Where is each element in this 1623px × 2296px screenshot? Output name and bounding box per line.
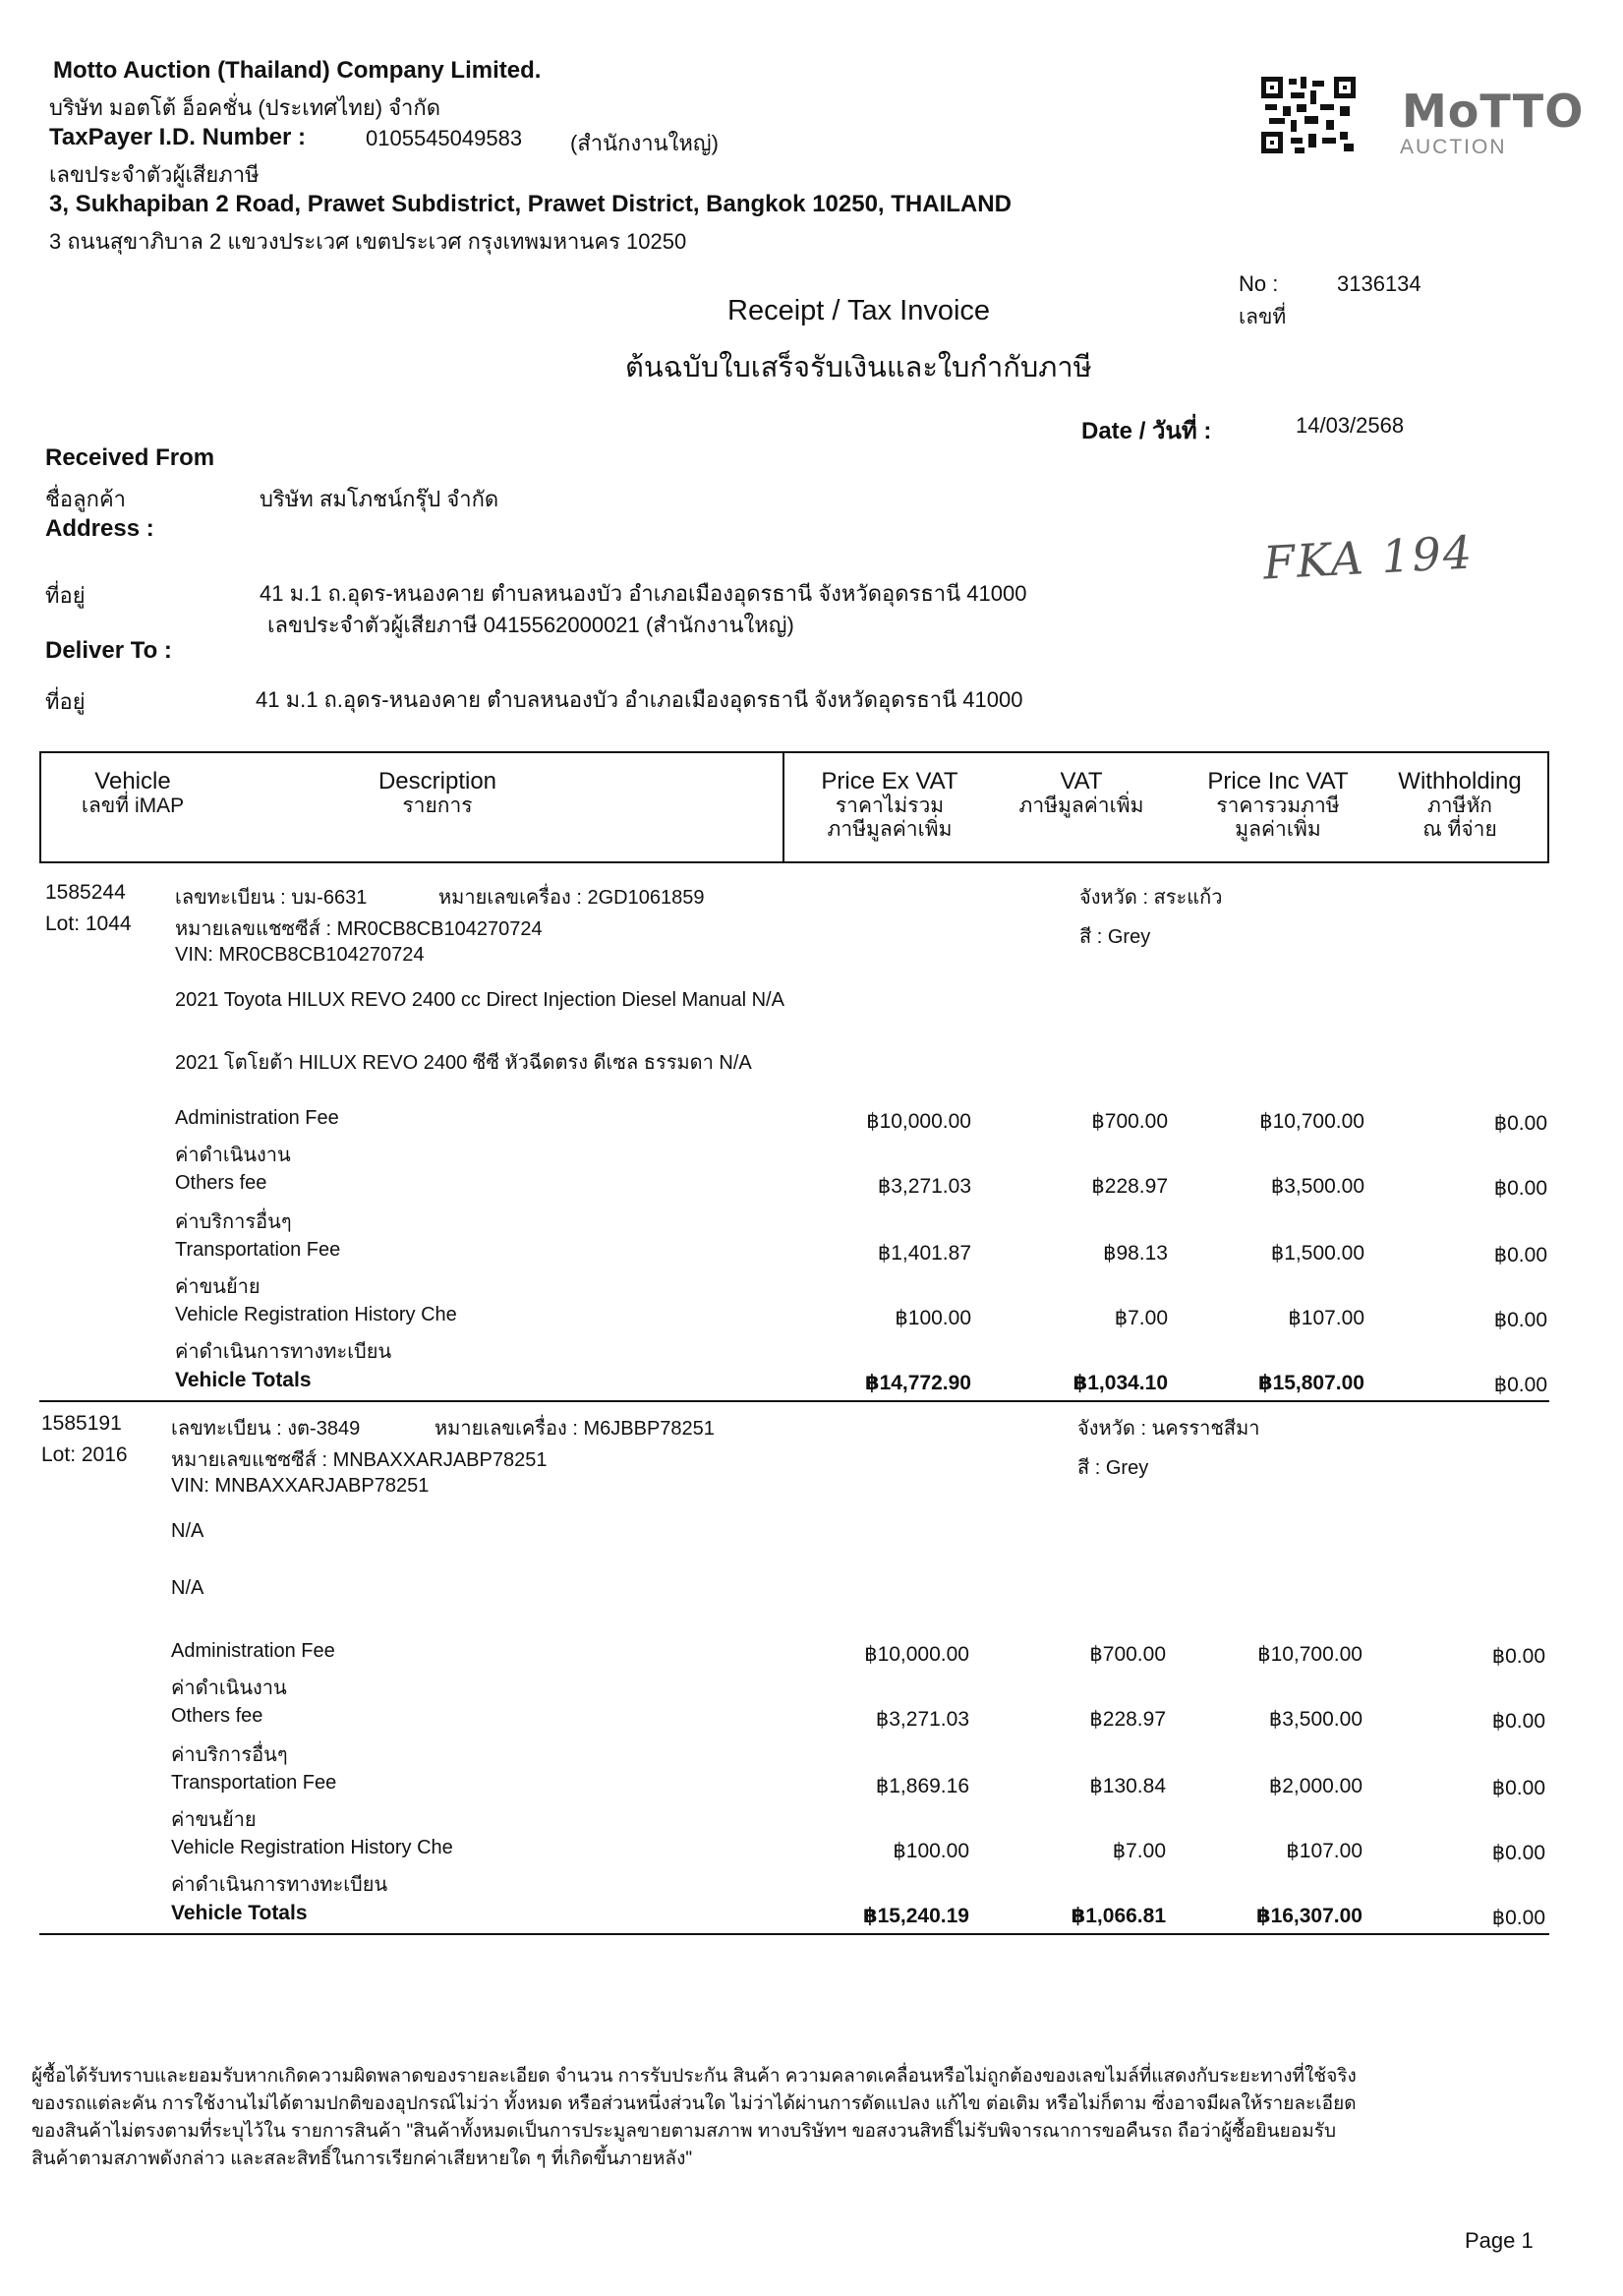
vehicle-vin: VIN: MNBAXXARJABP78251 <box>171 1475 430 1497</box>
fee-withholding: ฿0.00 <box>1491 1645 1545 1668</box>
vehicle-lot: Lot: 2016 <box>41 1443 128 1466</box>
fee-withholding: ฿0.00 <box>1493 1309 1547 1331</box>
col-description: Description รายการ <box>377 768 497 817</box>
fee-name: Others fee <box>175 1172 267 1194</box>
fee-price-inc: ฿3,500.00 <box>1270 1175 1364 1198</box>
fee-price-inc: ฿10,700.00 <box>1257 1643 1362 1666</box>
fee-price-inc: ฿107.00 <box>1286 1840 1362 1862</box>
fee-name-th: ค่าบริการอื่นๆ <box>171 1744 288 1766</box>
fee-price-inc: ฿1,500.00 <box>1270 1242 1364 1265</box>
fee-withholding: ฿0.00 <box>1491 1710 1545 1733</box>
taxpayer-branch: (สำนักงานใหญ่) <box>570 131 719 155</box>
qr-code-icon <box>1261 77 1356 153</box>
fee-price-inc: ฿2,000.00 <box>1268 1775 1362 1797</box>
col-withholding: Withholding ภาษีหัก ณ ที่จ่าย <box>1398 768 1522 841</box>
fee-withholding: ฿0.00 <box>1493 1112 1547 1135</box>
vehicle-plate: เลขทะเบียน : งต-3849 <box>171 1418 361 1440</box>
fee-vat: ฿700.00 <box>1089 1643 1166 1666</box>
fee-name: Vehicle Registration History Che <box>171 1837 453 1858</box>
vehicle-desc-en: 2021 Toyota HILUX REVO 2400 cc Direct Injection Diesel Manual N/A <box>175 989 784 1011</box>
customer-name-label: ชื่อลูกค้า <box>45 487 127 511</box>
vehicle-chassis: หมายเลขแชซซีส์ : MR0CB8CB104270724 <box>175 918 543 940</box>
vehicle-engine: หมายเลขเครื่อง : 2GD1061859 <box>438 887 705 909</box>
doc-no-label-th: เลขที่ <box>1239 306 1287 328</box>
fee-name: Administration Fee <box>175 1107 339 1129</box>
vehicle-totals-label: Vehicle Totals <box>171 1902 308 1924</box>
fee-withholding: ฿0.00 <box>1491 1842 1545 1864</box>
company-name-th: บริษัท มอตโต้ อ็อคชั่น (ประเทศไทย) จำกัด <box>49 95 440 120</box>
vehicle-chassis: หมายเลขแชซซีส์ : MNBAXXARJABP78251 <box>171 1449 548 1471</box>
customer-name: บริษัท สมโภชน์กรุ๊ป จำกัด <box>260 487 499 511</box>
col-price-inc-vat: Price Inc VAT ราคารวมภาษี มูลค่าเพิ่ม <box>1207 768 1349 841</box>
total-vat: ฿1,034.10 <box>1072 1372 1168 1394</box>
fee-withholding: ฿0.00 <box>1493 1244 1547 1266</box>
fee-name-th: ค่าขนย้าย <box>171 1809 257 1831</box>
address-label-th: ที่อยู่ <box>45 583 86 608</box>
fee-price-ex: ฿3,271.03 <box>875 1708 969 1731</box>
company-name-en: Motto Auction (Thailand) Company Limited. <box>53 57 542 84</box>
vehicle-province: จังหวัด : นครราชสีมา <box>1077 1418 1260 1440</box>
fee-price-ex: ฿1,869.16 <box>875 1775 969 1797</box>
vehicle-vin: VIN: MR0CB8CB104270724 <box>175 944 425 966</box>
total-price-ex: ฿14,772.90 <box>864 1372 971 1394</box>
fee-name-th: ค่าดำเนินการทางทะเบียน <box>171 1874 388 1896</box>
fee-price-ex: ฿10,000.00 <box>864 1643 969 1666</box>
address-label: Address : <box>45 515 154 542</box>
company-address-en: 3, Sukhapiban 2 Road, Prawet Subdistrict, Prawet District, Bangkok 10250, THAILAND <box>49 191 1012 217</box>
col-vat: VAT ภาษีมูลค่าเพิ่ม <box>1018 768 1144 817</box>
vehicle-desc-th: N/A <box>171 1577 204 1599</box>
fee-name-th: ค่าดำเนินงาน <box>175 1145 291 1166</box>
fee-withholding: ฿0.00 <box>1491 1777 1545 1799</box>
fee-name: Transportation Fee <box>171 1772 337 1794</box>
vehicle-color: สี : Grey <box>1077 1457 1149 1479</box>
total-vat: ฿1,066.81 <box>1071 1905 1166 1927</box>
customer-address: 41 ม.1 ถ.อุดร-หนองคาย ตำบลหนองบัว อำเภอเมืองอุดรธานี จังหวัดอุดรธานี 41000 <box>260 581 1027 606</box>
fee-vat: ฿130.84 <box>1089 1775 1166 1797</box>
vehicle-id: 1585244 <box>45 881 126 904</box>
taxpayer-label-th: เลขประจำตัวผู้เสียภาษี <box>49 162 260 187</box>
vehicle-desc-th: 2021 โตโยต้า HILUX REVO 2400 ซีซี หัวฉีดตรง ดีเซล ธรรมดา N/A <box>175 1052 752 1074</box>
doc-title-en: Receipt / Tax Invoice <box>727 295 991 326</box>
vehicle-plate: เลขทะเบียน : บม-6631 <box>175 887 368 909</box>
fee-price-ex: ฿3,271.03 <box>877 1175 971 1198</box>
fee-name-th: ค่าดำเนินการทางทะเบียน <box>175 1341 392 1363</box>
vehicle-lot: Lot: 1044 <box>45 913 132 935</box>
vehicle-desc-en: N/A <box>171 1520 204 1542</box>
fee-price-ex: ฿10,000.00 <box>866 1110 971 1133</box>
motto-logo: MoTTO <box>1402 85 1585 138</box>
fee-name: Vehicle Registration History Che <box>175 1304 457 1325</box>
doc-no-label: No : <box>1239 271 1279 296</box>
fee-vat: ฿98.13 <box>1103 1242 1168 1265</box>
fee-price-inc: ฿10,700.00 <box>1259 1110 1364 1133</box>
fee-vat: ฿7.00 <box>1114 1307 1168 1329</box>
vehicle-id: 1585191 <box>41 1412 122 1435</box>
deliver-to-label: Deliver To : <box>45 637 172 664</box>
total-price-ex: ฿15,240.19 <box>862 1905 969 1927</box>
customer-tax-line: เลขประจำตัวผู้เสียภาษี 0415562000021 (สำนักงานใหญ่) <box>267 613 794 637</box>
received-from-label: Received From <box>45 444 215 471</box>
total-withholding: ฿0.00 <box>1493 1374 1547 1396</box>
fee-price-ex: ฿1,401.87 <box>877 1242 971 1265</box>
fee-vat: ฿7.00 <box>1112 1840 1166 1862</box>
table-bottom-line <box>39 1933 1549 1935</box>
vehicle-divider <box>39 1400 1549 1402</box>
vehicle-totals-label: Vehicle Totals <box>175 1369 312 1391</box>
fee-vat: ฿228.97 <box>1089 1708 1166 1731</box>
fee-price-inc: ฿3,500.00 <box>1268 1708 1362 1731</box>
fee-name: Administration Fee <box>171 1640 335 1662</box>
total-price-inc: ฿15,807.00 <box>1257 1372 1364 1394</box>
date-label: Date / วันที่ : <box>1081 418 1212 444</box>
taxpayer-label: TaxPayer I.D. Number : <box>49 124 306 150</box>
fee-name-th: ค่าดำเนินงาน <box>171 1678 287 1699</box>
fee-price-ex: ฿100.00 <box>895 1307 971 1329</box>
taxpayer-id: 0105545049583 <box>366 126 523 150</box>
company-address-th: 3 ถนนสุขาภิบาล 2 แขวงประเวศ เขตประเวศ กรุงเทพมหานคร 10250 <box>49 229 687 254</box>
handwritten-note: FKA 194 <box>1261 525 1476 590</box>
fee-price-inc: ฿107.00 <box>1288 1307 1364 1329</box>
doc-title-th: ต้นฉบับใบเสร็จรับเงินและใบกำกับภาษี <box>625 352 1092 383</box>
total-withholding: ฿0.00 <box>1491 1907 1545 1929</box>
fee-name-th: ค่าขนย้าย <box>175 1276 261 1298</box>
vehicle-engine: หมายเลขเครื่อง : M6JBBP78251 <box>435 1418 715 1440</box>
doc-no-value: 3136134 <box>1337 271 1421 296</box>
fee-price-ex: ฿100.00 <box>893 1840 969 1862</box>
motto-logo-sub: AUCTION <box>1400 136 1507 158</box>
col-vehicle: Vehicle เลขที่ iMAP <box>81 768 185 817</box>
fee-vat: ฿228.97 <box>1091 1175 1168 1198</box>
fee-name: Transportation Fee <box>175 1239 341 1261</box>
col-price-ex-vat: Price Ex VAT ราคาไม่รวม ภาษีมูลค่าเพิ่ม <box>821 768 958 841</box>
vehicle-color: สี : Grey <box>1079 926 1151 948</box>
date-value: 14/03/2568 <box>1296 413 1405 438</box>
fee-name: Others fee <box>171 1705 263 1727</box>
vehicle-province: จังหวัด : สระแก้ว <box>1079 887 1223 909</box>
deliver-address: 41 ม.1 ถ.อุดร-หนองคาย ตำบลหนองบัว อำเภอเมืองอุดรธานี จังหวัดอุดรธานี 41000 <box>256 687 1023 712</box>
fee-vat: ฿700.00 <box>1091 1110 1168 1133</box>
deliver-address-label-th: ที่อยู่ <box>45 689 86 714</box>
page-number: Page 1 <box>1465 2228 1534 2253</box>
total-price-inc: ฿16,307.00 <box>1255 1905 1362 1927</box>
fee-name-th: ค่าบริการอื่นๆ <box>175 1211 292 1233</box>
fee-withholding: ฿0.00 <box>1493 1177 1547 1200</box>
